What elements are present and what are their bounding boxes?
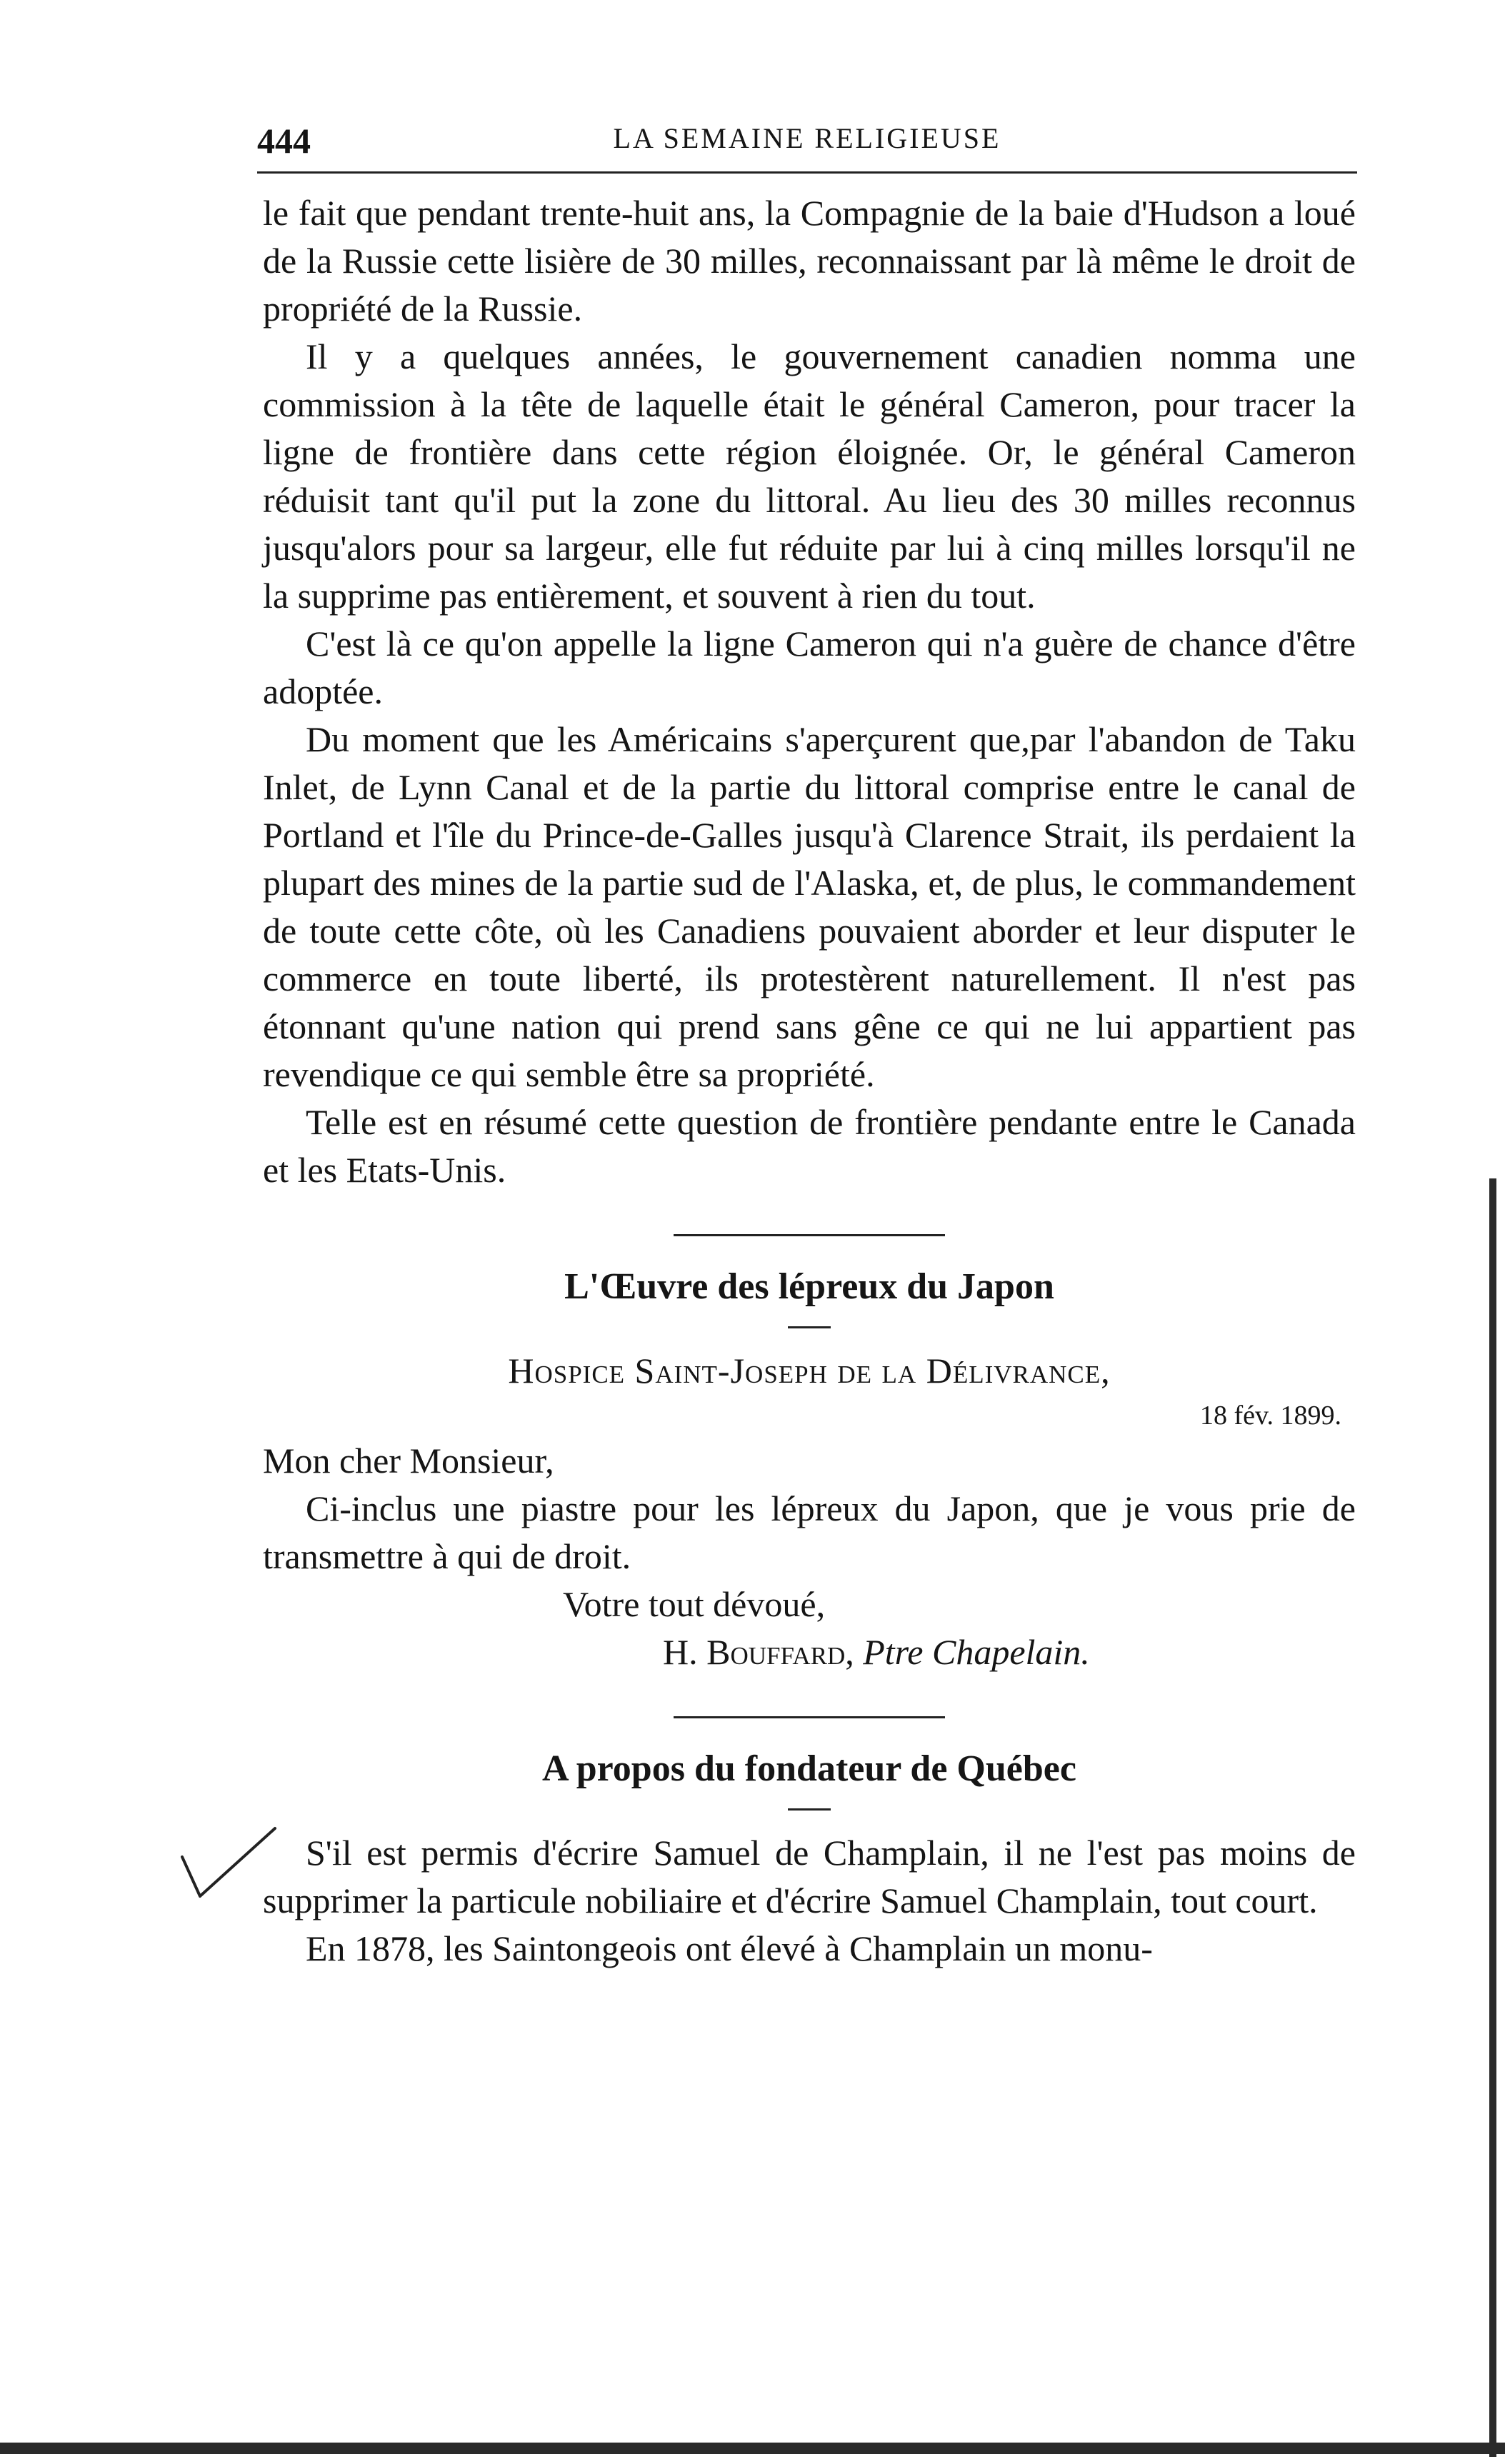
page-number: 444 — [257, 121, 311, 161]
paragraph: C'est là ce qu'on appelle la ligne Cameron qui n'a guère de chance d'être adoptée. — [263, 623, 1356, 711]
letter-signature — [263, 1628, 1356, 1676]
signature-name: H. Bouffard, — [663, 1632, 854, 1672]
title-dash — [788, 1808, 831, 1811]
article-lepers — [263, 1262, 1356, 1676]
paragraph: Du moment que les Américains s'aperçurent que,par l'abandon de Taku Inlet, de Lynn Canal et de la partie du littoral comprise entre le canal de Portland et l'île du Prince-de-Galles jusqu'à Clarence Strait, ils perdaient la plupart des mines de la partie sud de l'Alaska, et, de plus, le commandement de toute cette côte, où les Canadiens pouvaient aborder et leur disputer le commerce en toute liberté, ils protestèrent naturellement. Il n'est pas étonnant qu'une nation qui prend sans gêne ce qui ne lui appartient pas revendique ce qui semble être sa propriété. — [263, 719, 1356, 1094]
scan-edge-bottom — [0, 2443, 1505, 2454]
paragraph: le fait que pendant trente-huit ans, la Compagnie de la baie d'Hudson a loué de la Russie cette lisière de 30 milles, reconnaissant par là même le droit de propriété de la Russie. — [263, 193, 1356, 329]
section-divider — [674, 1234, 945, 1236]
title-dash — [788, 1326, 831, 1328]
letter-salutation: Mon cher Monsieur, — [263, 1441, 554, 1481]
scan-edge-right — [1489, 1178, 1496, 2457]
section-divider — [674, 1716, 945, 1718]
letter-date: 18 fév. 1899. — [1199, 1401, 1341, 1431]
header-rule — [257, 171, 1357, 174]
paragraph: Il y a quelques années, le gouvernement canadien nomma une commission à la tête de laquelle était le général Cameron, pour tracer la ligne de frontière dans cette région éloignée. Or, le général Cameron réduisit tant qu'il put la zone du littoral. Au lieu des 30 milles reconnus jusqu'alors pour sa largeur, elle fut réduite par lui à cinq milles lorsqu'il ne la supprime pas entièrement, et souvent à rien du tout. — [263, 336, 1356, 616]
section-title: L'Œuvre des lépreux du Japon — [564, 1266, 1054, 1307]
paragraph: En 1878, les Saintongeois ont élevé à Champlain un monu- — [306, 1928, 1153, 1968]
article-champlain — [263, 1744, 1356, 1973]
letter-place: Hospice Saint-Joseph de la Délivrance, — [508, 1351, 1111, 1391]
letter-body: Ci-inclus une piastre pour les lépreux du Japon, que je vous prie de transmettre à qui de droit. — [263, 1488, 1356, 1576]
section-title: A propos du fondateur de Québec — [542, 1748, 1076, 1789]
paragraph: Telle est en résumé cette question de frontière pendante entre le Canada et les Etats-Unis. — [263, 1102, 1356, 1190]
signature-role: Ptre Chapelain. — [863, 1632, 1090, 1672]
article-frontier — [263, 189, 1356, 1194]
checkmark-icon — [175, 1825, 282, 1903]
running-title: LA SEMAINE RELIGIEUSE — [613, 122, 1001, 154]
letter-closing: Votre tout dévoué, — [563, 1584, 826, 1624]
paragraph: S'il est permis d'écrire Samuel de Champlain, il ne l'est pas moins de supprimer la particule nobiliaire et d'écrire Samuel Champlain, tout court. — [263, 1833, 1356, 1920]
page-body — [263, 189, 1356, 1973]
running-head — [257, 107, 1357, 171]
